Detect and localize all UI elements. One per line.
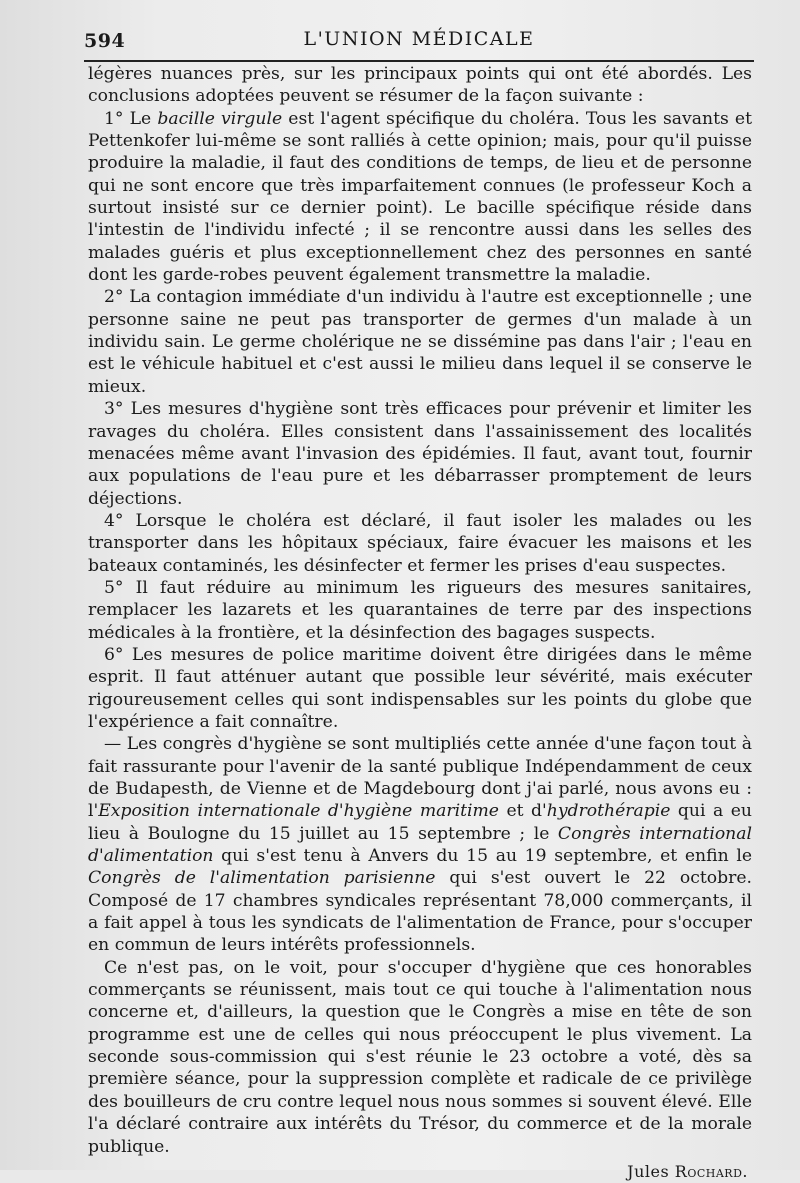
congresses-text-4: qui s'est tenu à Anvers du 15 au 19 septembre, et enfin le [213,846,752,867]
journal-title: L'UNION MÉDICALE [303,28,535,50]
conclusion-1-start: 1° Le [104,108,158,129]
congresses-text-2: et d' [498,801,547,822]
hydrotherapie-title: hydrothérapie [546,801,671,822]
running-header [84,26,754,58]
congres-parisien-title: Congrès de l'alimentation parisienne [88,868,436,889]
article-body [88,63,752,1183]
commerce-paragraph: Ce n'est pas, on le voit, pour s'occuper d'hygiène que ces honorables commerçants se réunissent, mais tout ce qui touche à l'alimentation nous concerne et, d'ailleurs, la question que le Congrès a mise en tête de son programme est une de celles qui nous préoccupent le plus vivement. La seconde sous-commission qui s'est réunie le 23 octobre a voté, dès sa première séance, pour la suppression complète et radicale de ce privilège des bouilleurs de cru contre lequel nous nous sommes si souvent élevé. Elle l'a déclaré contraire aux intérêts du Trésor, du commerce et de la morale publique. [88,957,752,1157]
congresses-text-1: — Les congrès d'hygiène se sont multipliés cette année d'une façon tout à fait rassurante pour l'avenir de la santé publique Indépendamment de ceux de Budapesth, de Vienne et de Magdebourg dont j'ai parlé, nous avons eu : l' [88,734,752,822]
congresses-text-3: qui a eu lieu à Boulogne du 15 juillet au 15 septembre ; le [88,801,752,844]
intro-paragraph: légères nuances près, sur les principaux points qui ont été abordés. Les conclusions adoptées peuvent se résumer de la façon suivante : [88,64,752,107]
conclusion-1-paragraph [88,108,752,287]
congres-alimentation-title: Congrès international d'alimentation [88,823,752,867]
conclusion-5-paragraph: 5° Il faut réduire au minimum les rigueurs des mesures sanitaires, remplacer les lazarets et les quarantaines de terre par des inspections médicales à la frontière, et la désinfection des bagages suspects. [88,577,752,643]
conclusion-1-text: est l'agent spécifique du choléra. Tous les savants et Pettenkofer lui-même se sont ralliés à cette opinion; mais, pour qu'il puisse produire la maladie, il faut des conditions de temps, de lieu et de personne qui ne sont encore que très imparfaitement connues (le professeur Koch a surtout insisté sur ce dernier point). Le bacille spécifique réside dans l'intestin de l'individu infecté ; il se rencontre aussi dans les selles des malades guéris et plus exceptionnellement chez des personnes en santé dont les garde-robes peuvent également transmettre la maladie. [88,108,752,286]
conclusion-3-paragraph: 3° Les mesures d'hygiène sont très efficaces pour prévenir et limiter les ravages du choléra. Elles consistent dans l'assainissement des localités menacées même avant l'invasion des épidémies. Il faut, avant tout, fournir aux populations de l'eau pure et les débarrasser promptement de leurs déjections. [88,399,752,509]
congresses-paragraph [88,733,752,956]
bacille-virgule-term: bacille virgule [157,108,283,129]
congresses-text-5: qui s'est ouvert le 22 octobre. Composé de 17 chambres syndicales représentant 78,000 commerçants, il a fait appel à tous les syndicats de l'alimentation de France, pour s'occuper en commun de leurs intérêts professionnels. [88,868,752,956]
author-first-name: Jules [627,1161,675,1181]
conclusion-4-paragraph: 4° Lorsque le choléra est déclaré, il faut isoler les malades ou les transporter dans les hôpitaux spéciaux, faire évacuer les maisons et les bateaux contaminés, les désinfecter et fermer les prises d'eau suspectes. [88,510,752,576]
page-number: 594 [84,30,126,52]
exposition-title: Exposition internationale d'hygiène maritime [98,801,499,822]
header-rule [84,60,754,62]
author-signature [88,1161,752,1183]
author-last-name: Rochard. [674,1161,748,1181]
conclusion-6-paragraph: 6° Les mesures de police maritime doivent être dirigées dans le même esprit. Il faut atténuer autant que possible leur sévérité, mais exécuter rigoureusement celles qui sont indispensables sur les points du globe que l'expérience a fait connaître. [88,644,752,732]
conclusion-2-paragraph: 2° La contagion immédiate d'un individu à l'autre est exceptionnelle ; une personne saine ne peut pas transporter de germes d'un malade à un individu sain. Le germe cholérique ne se dissémine pas dans l'air ; l'eau en est le véhicule habituel et c'est aussi le milieu dans lequel il se conserve le mieux. [88,287,752,397]
